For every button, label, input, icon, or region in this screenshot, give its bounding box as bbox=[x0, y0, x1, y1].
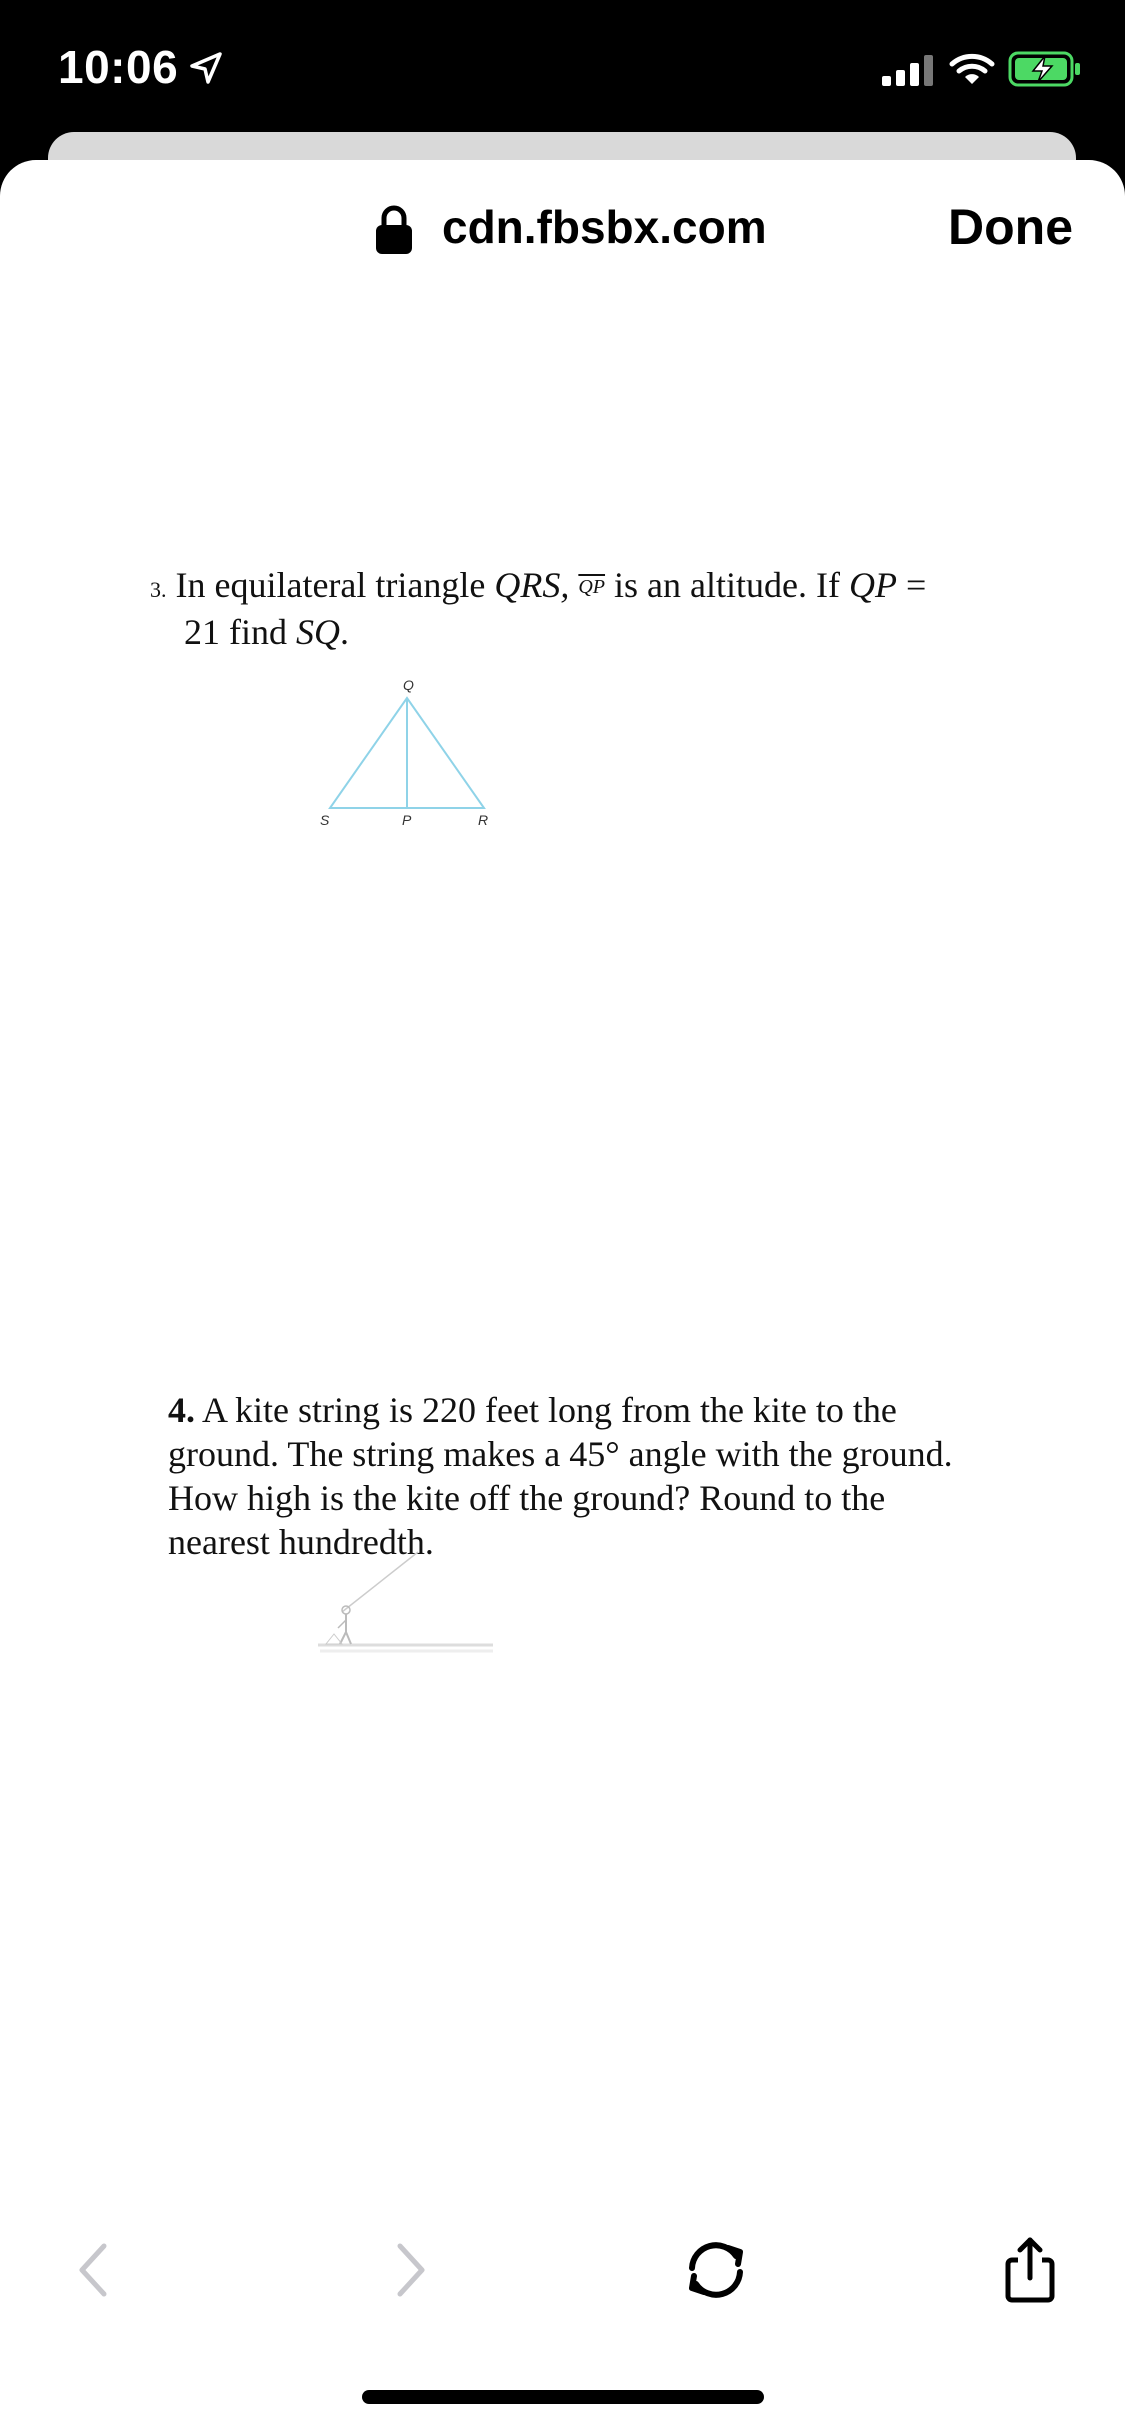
q3-variable: QP bbox=[848, 565, 897, 605]
question-number: 3. bbox=[150, 577, 167, 602]
done-button[interactable]: Done bbox=[948, 199, 1073, 255]
q3-triangle-name: QRS, bbox=[494, 565, 570, 605]
location-arrow-icon bbox=[186, 48, 226, 88]
url-text[interactable]: cdn.fbsbx.com bbox=[442, 201, 767, 253]
wifi-icon bbox=[948, 50, 996, 88]
question-4 bbox=[168, 1388, 968, 1564]
back-chevron-icon[interactable] bbox=[54, 2230, 134, 2310]
q3-text: In equilateral triangle bbox=[175, 565, 495, 605]
vertex-label-p: P bbox=[402, 812, 412, 828]
q3-line-2 bbox=[150, 611, 970, 653]
document-content bbox=[0, 160, 1125, 2180]
vertex-label-s: S bbox=[320, 812, 330, 828]
q3-text: 21 find bbox=[184, 612, 296, 652]
question-number: 4. bbox=[168, 1390, 195, 1430]
question-3 bbox=[150, 564, 970, 653]
kite-figure-image bbox=[318, 1550, 498, 1660]
q3-text: is an altitude. If bbox=[605, 565, 849, 605]
bottom-toolbar bbox=[0, 2190, 1125, 2370]
q3-variable: SQ bbox=[296, 612, 340, 652]
cellular-signal-icon bbox=[880, 52, 936, 88]
q4-text: A kite string is 220 feet long from the kite to the ground. The string makes a 45° angle with the ground. How high is the kite off the ground? Round to the nearest hundredth. bbox=[168, 1390, 953, 1562]
reload-icon[interactable] bbox=[676, 2230, 756, 2310]
q3-text: = bbox=[896, 565, 927, 605]
q3-segment: $\overline{QP}$ bbox=[578, 576, 606, 598]
share-icon[interactable] bbox=[990, 2230, 1070, 2310]
equilateral-triangle-figure bbox=[310, 670, 510, 830]
status-bar bbox=[0, 0, 1125, 140]
forward-chevron-icon[interactable] bbox=[370, 2230, 450, 2310]
home-indicator[interactable] bbox=[362, 2390, 764, 2404]
vertex-label-q: Q bbox=[403, 677, 414, 693]
status-time: 10:06 bbox=[58, 41, 179, 93]
q3-text: . bbox=[340, 612, 349, 652]
battery-charging-icon bbox=[1008, 50, 1082, 88]
vertex-label-r: R bbox=[478, 812, 489, 828]
browser-sheet bbox=[0, 160, 1125, 2436]
